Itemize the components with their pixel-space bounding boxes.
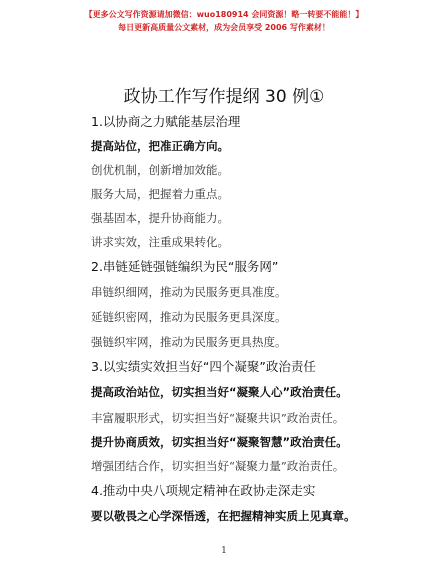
outline-item: 强基固本，提升协商能力。	[91, 211, 229, 225]
outline-item: 提高站位，把准正确方向。	[91, 139, 229, 153]
section-heading: 1.以协商之力赋能基层治理	[91, 114, 241, 129]
promo-banner-line-2: 每日更新高质量公文素材，成为会员享受 2006 写作素材！	[118, 23, 330, 32]
outline-item: 提高政治站位，切实担当好“凝聚人心”政治责任。	[91, 385, 348, 399]
outline-item: 要以敬畏之心学深悟透，在把握精神实质上见真章。	[91, 509, 356, 523]
page-number: 1	[221, 546, 227, 556]
outline-item: 创优机制，创新增加效能。	[91, 163, 229, 177]
section-heading: 3.以实绩实效担当好“四个凝聚”政治责任	[91, 359, 316, 374]
outline-item: 提升协商质效，切实担当好“凝聚智慧”政治责任。	[91, 435, 348, 449]
promo-banner	[0, 8, 448, 34]
outline-item: 强链织牢网，推动为民服务更具热度。	[91, 335, 287, 349]
outline-item: 串链织细网，推动为民服务更具准度。	[91, 285, 287, 299]
outline-item: 服务大局，把握着力重点。	[91, 187, 229, 201]
promo-banner-line-1: 【更多公文写作资源请加微信：wuo180914 会同资源！略一转要不能能！】	[84, 10, 364, 19]
outline-item: 讲求实效，注重成果转化。	[91, 235, 229, 249]
outline-item: 延链织密网，推动为民服务更具深度。	[91, 310, 287, 324]
outline-item: 增强团结合作，切实担当好“凝聚力量”政治责任。	[91, 459, 345, 473]
document-title: 政协工作写作提纲 30 例①	[123, 87, 325, 107]
outline-item: 丰富履职形式，切实担当好“凝聚共识”政治责任。	[91, 411, 345, 425]
section-heading: 4.推动中央八项规定精神在政协走深走实	[91, 483, 316, 498]
section-heading: 2.串链延链强链编织为民“服务网”	[91, 259, 279, 274]
